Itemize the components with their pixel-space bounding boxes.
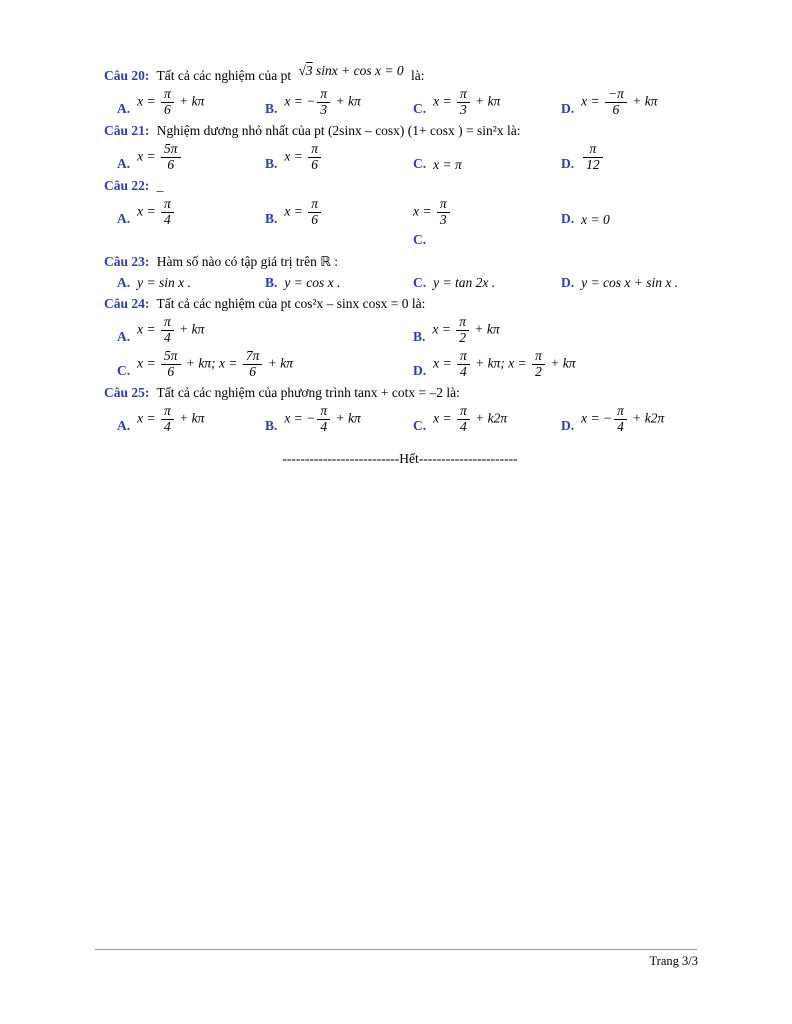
question-20-suffix: là: (410, 68, 425, 83)
question-21-text: Nghiệm dương nhỏ nhất của pt (2sinx – cosx) (1+ cosx ) = sin²x là: (156, 122, 521, 138)
question-24 (104, 294, 696, 380)
option-letter: B. (413, 329, 426, 345)
option-formula: x = $\frac{\pi}{6}$ (284, 142, 323, 173)
option-formula: y = tan 2x . (433, 275, 496, 291)
question-21-option-c (400, 155, 548, 173)
question-22-option-b (252, 197, 400, 228)
option-formula: y = sin x . (137, 275, 191, 291)
question-21-option-d (548, 142, 696, 173)
option-formula: x = $\frac{\pi}{6}$ + kπ (137, 86, 205, 118)
question-23-option-c (400, 273, 548, 291)
question-23-option-d (548, 273, 696, 291)
page-content (104, 63, 696, 480)
question-20-options (104, 87, 696, 118)
question-23-options (104, 273, 696, 291)
option-formula: x = $\frac{-\pi}{6}$ + kπ (581, 86, 658, 118)
option-formula: x = $\frac{\pi}{3}$ + kπ (433, 86, 501, 118)
question-24-head (104, 294, 696, 314)
question-22-head (104, 176, 696, 196)
question-25-options (104, 404, 696, 435)
option-letter: A. (117, 274, 131, 290)
option-letter: D. (561, 274, 575, 290)
option-formula: x = − $\frac{\pi}{3}$ + kπ (284, 86, 361, 118)
question-24-option-d (400, 349, 696, 380)
option-formula: x = $\frac{\pi}{4}$ + kπ; x = $\frac{\pi}{2}$ + kπ (433, 348, 576, 379)
option-letter: B. (265, 101, 278, 117)
option-letter: C. (413, 101, 427, 117)
question-21-option-a (104, 142, 252, 173)
end-of-test-marker: --------------------------Hết---------------------- (282, 450, 518, 466)
option-letter: B. (265, 156, 278, 172)
option-letter: C. (413, 274, 427, 290)
option-formula: x = − $\frac{\pi}{4}$ + k2π (581, 402, 665, 434)
page-number: Trang 3/3 (649, 954, 698, 968)
question-23-option-a (104, 273, 252, 291)
question-23-option-b (252, 273, 400, 291)
question-24-options-row2 (104, 349, 696, 380)
option-letter: A. (117, 329, 131, 345)
question-23-head (104, 252, 696, 272)
question-24-option-b (400, 315, 696, 346)
option-formula: x = $\frac{\pi}{3}$ (413, 197, 452, 228)
option-letter: D. (561, 418, 575, 434)
option-letter: A. (117, 101, 131, 117)
question-22-options-row2 (104, 231, 696, 249)
option-formula: x = $\frac{5\pi}{6}$ + kπ; x = $\frac{7\pi}{6}$ + kπ (137, 348, 293, 379)
question-21-head (104, 121, 696, 141)
question-22-option-d (548, 210, 696, 228)
option-letter: B. (265, 274, 278, 290)
question-23-label: Câu 23: (104, 253, 150, 269)
option-formula: x = $\frac{\pi}{2}$ + kπ (432, 314, 500, 346)
question-25-head (104, 383, 696, 403)
question-25-option-b (252, 404, 400, 435)
question-22 (104, 176, 696, 249)
question-23-text: Hàm số nào có tập giá trị trên ℝ : (156, 253, 339, 269)
option-letter: D. (561, 156, 575, 172)
question-20-option-d (548, 87, 696, 118)
question-21 (104, 121, 696, 173)
question-22-option-c-letter (400, 231, 548, 249)
question-23 (104, 252, 696, 291)
option-formula: y = cos x + sin x . (581, 275, 679, 291)
question-20-option-c (400, 87, 548, 118)
option-formula: $\frac{\pi}{12}$ (581, 142, 605, 173)
question-20-option-a (104, 87, 252, 118)
question-25-label: Câu 25: (104, 384, 150, 400)
question-22-options-row1 (104, 197, 696, 228)
question-20-formula: √3 sinx + cos x = 0 (298, 63, 404, 78)
option-formula: x = $\frac{5\pi}{6}$ (137, 142, 182, 173)
option-letter: B. (265, 418, 278, 434)
question-25-option-a (104, 404, 252, 435)
question-22-option-a (104, 197, 252, 228)
option-letter: C. (413, 156, 427, 172)
option-formula: x = $\frac{\pi}{4}$ + k2π (433, 402, 508, 434)
option-formula: x = $\frac{\pi}{4}$ (137, 197, 176, 228)
option-formula: x = π (433, 156, 462, 172)
question-20 (104, 63, 696, 118)
option-formula: x = $\frac{\pi}{6}$ (284, 197, 323, 228)
question-20-text: Tất cả các nghiệm của pt (156, 68, 292, 83)
option-letter: C. (413, 232, 427, 248)
question-20-head (104, 63, 696, 86)
option-formula: x = $\frac{\pi}{4}$ + kπ (137, 402, 205, 434)
footer-divider (95, 949, 697, 950)
option-letter: A. (117, 211, 131, 227)
question-24-options-row1 (104, 315, 696, 346)
question-22-label: Câu 22: (104, 177, 150, 193)
option-letter: B. (265, 211, 278, 227)
question-25-option-d (548, 404, 696, 435)
option-formula: x = − $\frac{\pi}{4}$ + kπ (284, 402, 361, 434)
question-21-option-b (252, 142, 400, 173)
question-24-option-a (104, 315, 400, 346)
option-formula: x = $\frac{\pi}{4}$ + kπ (137, 314, 205, 346)
question-21-options (104, 142, 696, 173)
question-20-label: Câu 20: (104, 68, 150, 83)
option-letter: D. (561, 211, 575, 227)
option-formula: x = 0 (581, 211, 610, 227)
question-24-label: Câu 24: (104, 296, 150, 312)
option-letter: A. (117, 418, 131, 434)
question-25-text: Tất cả các nghiệm của phương trình tanx + cotx = –2 là: (156, 384, 460, 400)
option-letter: C. (413, 418, 427, 434)
question-25 (104, 383, 696, 435)
question-24-option-c (104, 349, 400, 380)
question-24-text: Tất cả các nghiệm của pt cos²x – sinx cosx = 0 là: (156, 296, 426, 312)
option-letter: D. (413, 363, 427, 379)
option-formula: y = cos x . (284, 275, 341, 291)
question-25-option-c (400, 404, 548, 435)
option-letter: A. (117, 156, 131, 172)
question-22-text: _ (156, 177, 164, 193)
option-letter: C. (117, 363, 131, 379)
question-21-label: Câu 21: (104, 122, 150, 138)
option-letter: D. (561, 101, 575, 117)
question-20-option-b (252, 87, 400, 118)
question-22-option-c-formula (400, 197, 548, 228)
